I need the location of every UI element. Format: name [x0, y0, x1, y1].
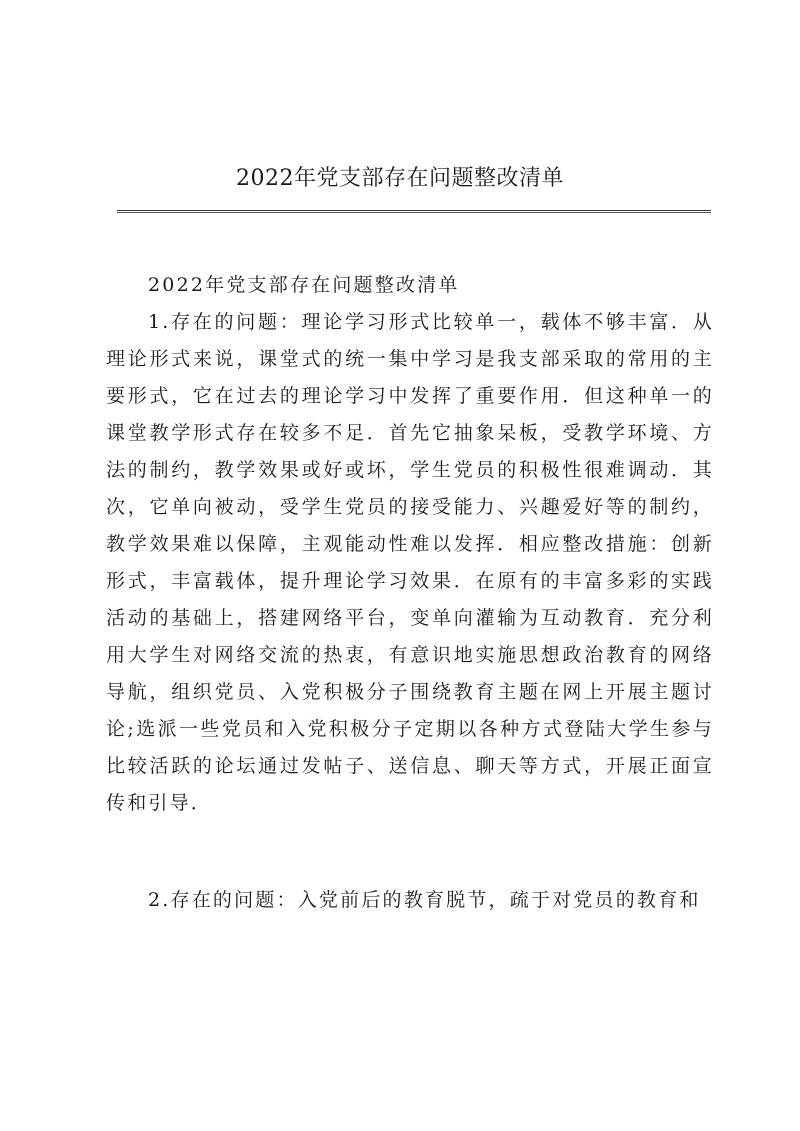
paragraph-gap	[106, 822, 714, 882]
document-subtitle: 2022年党支部存在问题整改清单	[148, 274, 460, 296]
paragraph-2: 2.存在的问题：入党前后的教育脱节，疏于对党员的教育和	[148, 889, 701, 911]
paragraph-1: 1.存在的问题：理论学习形式比较单一，载体不够丰富．从理论形式来说，课堂式的统一集中学习是我支部采取的常用的主要形式，它在过去的理论学习中发挥了重要作用．但这种单一的课堂教学形式存在较多不足．首先它抽象呆板，受教学环境、方法的制约，教学效果或好或坏，学生党员的积极性很难调动．其次，它单向被动，受学生党员的接受能力、兴趣爱好等的制约，教学效果难以保障，主观能动性难以发挥．相应整改措施：创新形式，丰富载体，提升理论学习效果．在原有的丰富多彩的实践活动的基础上，搭建网络平台，变单向灌输为互动教育．充分利用大学生对网络交流的热衷，有意识地实施思想政治教育的网络导航，组织党员、入党积极分子围绕教育主题在网上开展主题讨论;选派一些党员和入党积极分子定期以各种方式登陆大学生参与比较活跃的论坛通过发帖子、送信息、聊天等方式，开展正面宣传和引导．	[106, 311, 714, 814]
title-divider	[117, 210, 711, 213]
document-title: 2022年党支部存在问题整改清单	[236, 166, 564, 191]
document-body	[106, 267, 714, 919]
